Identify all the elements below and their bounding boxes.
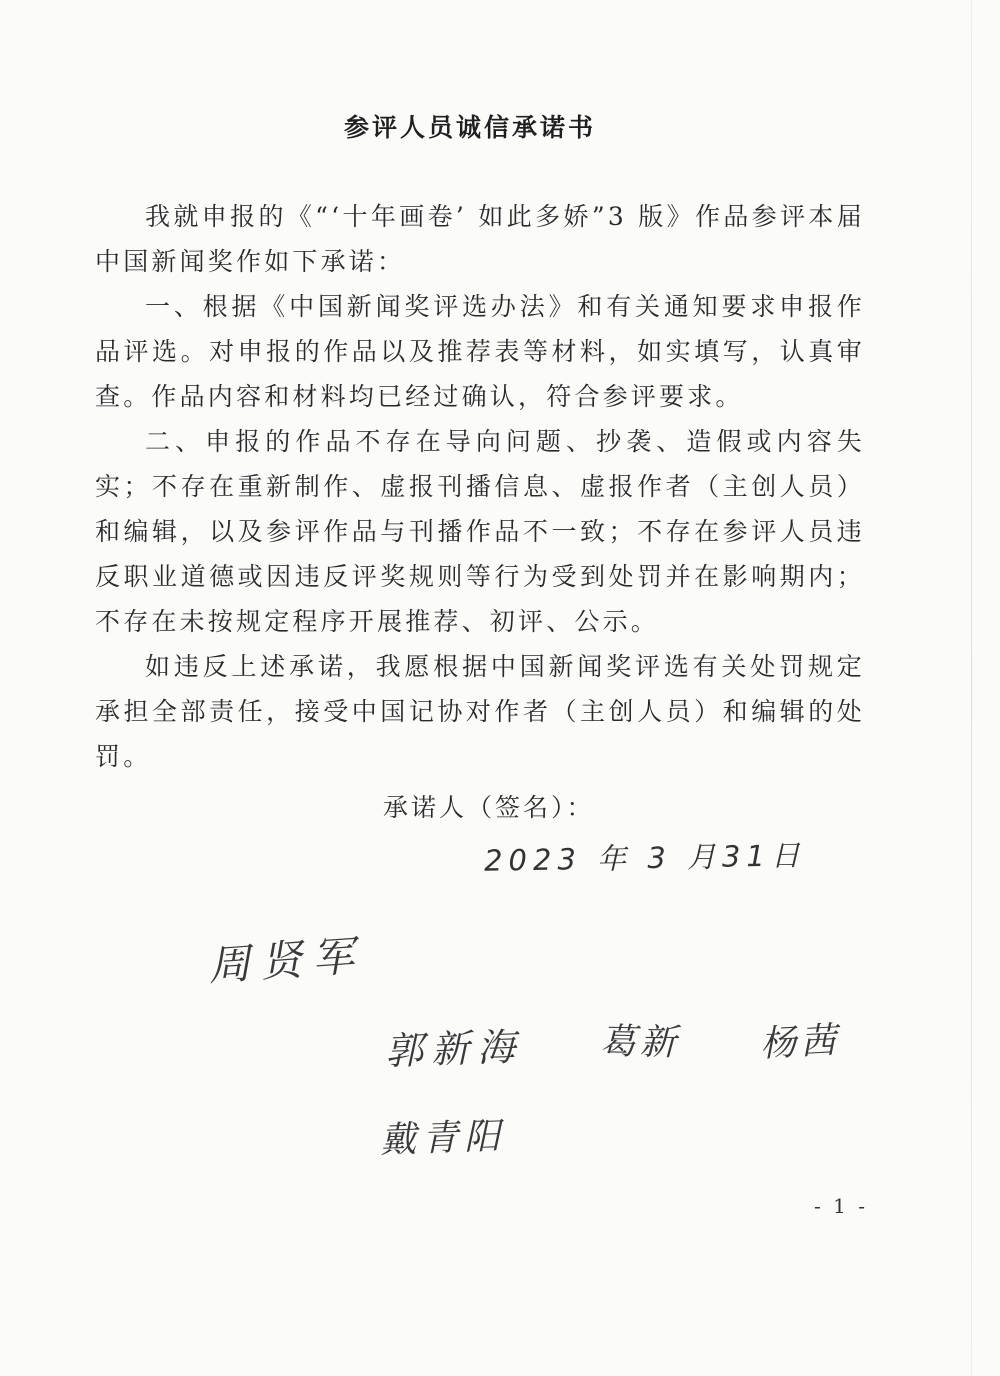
paragraph-item-1: 一、根据《中国新闻奖评选办法》和有关通知要求申报作品评选。对申报的作品以及推荐表等材料，如实填写，认真审查。作品内容和材料均已经过确认，符合参评要求。	[95, 292, 865, 411]
handwritten-date: 2023 年 3 月31日	[483, 838, 807, 878]
signature-2: 郭新海	[384, 1024, 524, 1074]
document-title: 参评人员诚信承诺书	[343, 113, 596, 142]
paragraph-conclusion: 如违反上述承诺，我愿根据中国新闻奖评选有关处罚规定承担全部责任，接受中国记协对作者（主创人员）和编辑的处罚。	[95, 652, 865, 771]
signature-3: 葛新	[599, 1021, 681, 1064]
page-number: - 1 -	[814, 1194, 868, 1218]
paragraph-item-2: 二、申报的作品不存在导向问题、抄袭、造假或内容失实；不存在重新制作、虚报刊播信息、虚报作者（主创人员）和编辑，以及参评作品与刊播作品不一致；不存在参评人员违反职业道德或因违反评奖规则等行为受到处罚并在影响期内；不存在未按规定程序开展推荐、初评、公示。	[95, 427, 865, 636]
signature-5: 戴青阳	[379, 1115, 507, 1162]
pledgor-label: 承诺人（签名）：	[383, 793, 595, 822]
signature-4: 杨茜	[759, 1019, 842, 1066]
document-body	[95, 194, 865, 779]
paragraph-intro: 我就申报的《“‘十年画卷’ 如此多娇”3 版》作品参评本届中国新闻奖作如下承诺：	[95, 202, 865, 276]
scan-edge-line	[971, 0, 972, 1376]
signature-1: 周贤军	[206, 930, 366, 991]
